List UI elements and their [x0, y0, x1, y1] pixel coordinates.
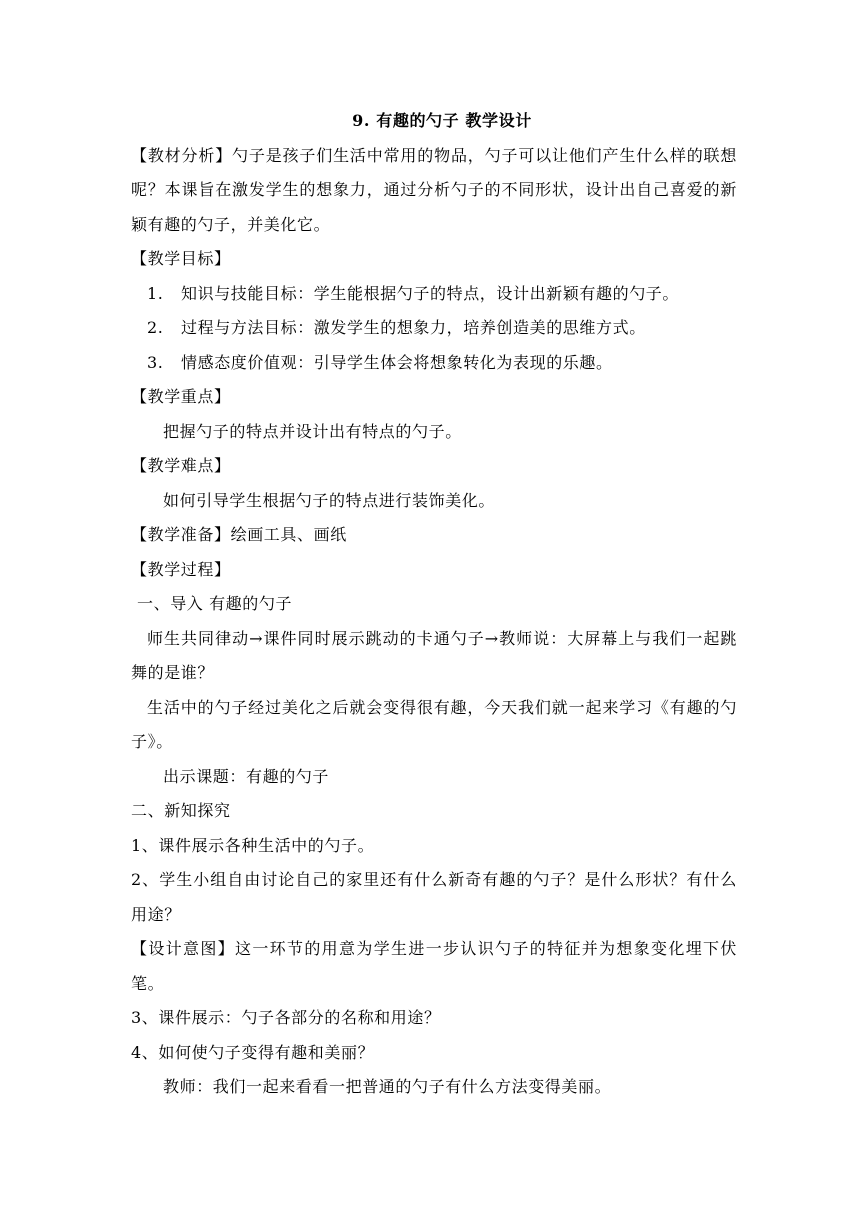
list-item: 1、课件展示各种生活中的勺子。: [131, 835, 375, 855]
goal-item: [131, 277, 737, 312]
difficult-heading: 【教学难点】: [131, 456, 231, 475]
goal-text: 知识与技能目标：学生能根据勺子的特点，设计出新颖有趣的勺子。: [181, 283, 680, 303]
preparation-line: 【教学准备】绘画工具、画纸: [131, 525, 347, 544]
difficult-text: 如何引导学生根据勺子的特点进行装饰美化。: [163, 490, 496, 510]
goal-number: 3.: [147, 352, 164, 372]
document-title: 9. 有趣的勺子 教学设计: [352, 111, 532, 130]
goal-text: 过程与方法目标：激发学生的想象力，培养创造美的思维方式。: [181, 318, 646, 337]
section1-paragraph-2: 生活中的勺子经过美化之后就会变得很有趣，今天我们就一起来学习《有趣的勺子》。: [131, 697, 737, 751]
key-heading: 【教学重点】: [131, 387, 231, 406]
goal-item: [131, 346, 737, 381]
list-item: 3、课件展示：勺子各部分的名称和用途？: [131, 1008, 441, 1027]
process-heading: 【教学过程】: [131, 559, 231, 579]
document-page: [131, 104, 737, 1105]
analysis-paragraph: 【教材分析】勺子是孩子们生活中常用的物品，勺子可以让他们产生什么样的联想呢？本课旨在激发学生的想象力，通过分析勺子的不同形状，设计出自己喜爱的新颖有趣的勺子，并美化它。: [131, 145, 737, 234]
list-item: 2、学生小组自由讨论自己的家里还有什么新奇有趣的勺子？是什么形状？有什么用途？: [131, 870, 737, 924]
goal-number: 2.: [147, 318, 164, 337]
section1-paragraph-3: 出示课题：有趣的勺子: [163, 766, 330, 786]
teacher-line: 教师：我们一起来看看一把普通的勺子有什么方法变得美丽。: [163, 1077, 612, 1096]
goals-heading: 【教学目标】: [131, 249, 231, 268]
design-intent-paragraph: 【设计意图】这一环节的用意为学生进一步认识勺子的特征并为想象变化埋下伏笔。: [131, 939, 737, 993]
section1-paragraph-1: 师生共同律动→课件同时展示跳动的卡通勺子→教师说：大屏幕上与我们一起跳舞的是谁？: [131, 628, 737, 682]
goal-text: 情感态度价值观：引导学生体会将想象转化为表现的乐趣。: [181, 352, 613, 372]
key-text: 把握勺子的特点并设计出有特点的勺子。: [163, 421, 462, 441]
list-item: 4、如何使勺子变得有趣和美丽？: [131, 1042, 375, 1062]
section2-title: 二、新知探究: [131, 801, 231, 820]
goal-number: 1.: [147, 283, 164, 303]
section1-title: 一、导入 有趣的勺子: [137, 594, 293, 613]
goal-item: [131, 311, 737, 346]
